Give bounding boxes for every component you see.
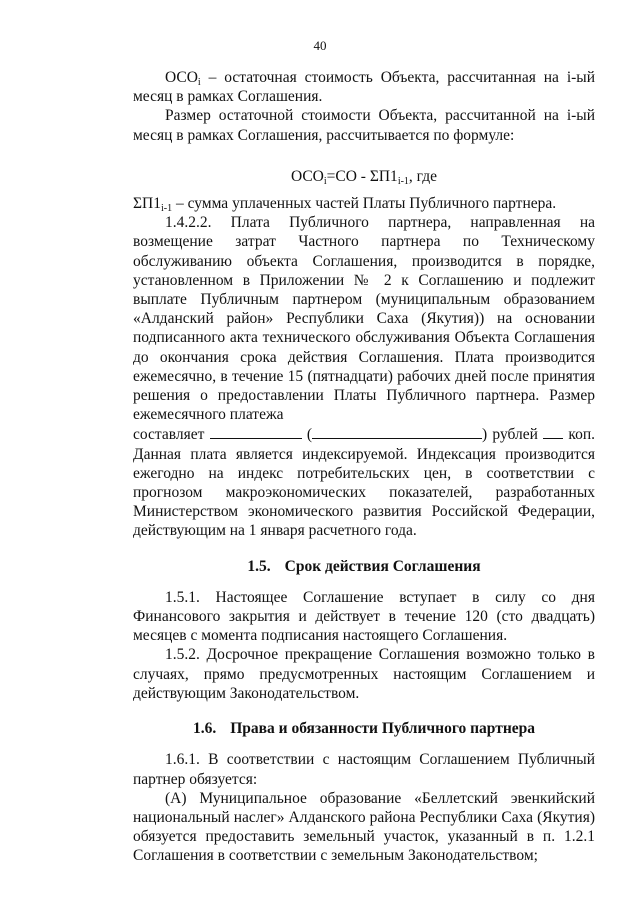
kopeck-blank bbox=[543, 424, 563, 439]
sum-symbol: ΣП1 bbox=[133, 195, 161, 213]
section-number: 1.5. bbox=[247, 557, 271, 575]
formula-lhs: ОСО bbox=[290, 167, 324, 185]
paragraph-1-6-1-a: (А) Муниципальное образование «Беллетский эвенкийский национальный наслег» Алданского района Республики Саха (Якутия) обязуется предоставить земельный участок, указанный в п. 1.2.1 Соглашения в соответствии с земельным Законодательством; bbox=[133, 789, 595, 865]
paragraph-indexation: Данная плата является индексируемой. Индексация производится ежегодно на индекс потребительских цен, в соответствии с прогнозом макроэкономических показателей, разработанных Министерством экономического развития Российской Федерации, действующим на 1 января расчетного года. bbox=[133, 445, 595, 540]
amount-blank bbox=[210, 424, 302, 439]
sum-subscript: i-1 bbox=[160, 203, 173, 215]
page-content bbox=[133, 68, 595, 866]
amount-open-paren: ( bbox=[306, 426, 313, 444]
paragraph-1-5-1: 1.5.1. Настоящее Соглашение вступает в силу со дня Финансового закрытия и действует в течение 120 (сто двадцать) месяцев с момента подписания настоящего Соглашения. bbox=[133, 588, 595, 645]
paragraph-oso-definition bbox=[133, 68, 595, 106]
oso-subscript: i bbox=[197, 77, 201, 88]
formula-tail: , где bbox=[408, 167, 438, 185]
paragraph-sum-definition bbox=[133, 194, 595, 213]
amount-words-blank bbox=[312, 424, 482, 439]
amount-rubles: ) рублей bbox=[482, 426, 538, 444]
paragraph-1-6-1: 1.6.1. В соответствии с настоящим Соглашением Публичный партнер обязуется: bbox=[133, 751, 595, 788]
formula-mid-subscript: i-1 bbox=[397, 175, 409, 187]
page-number: 40 bbox=[313, 38, 327, 53]
formula-lhs-subscript: i bbox=[323, 175, 327, 187]
section-title: Срок действия Соглашения bbox=[284, 557, 481, 575]
oso-symbol: ОСО bbox=[165, 69, 198, 86]
amount-label: составляет bbox=[133, 426, 205, 444]
amount-kopecks: коп. bbox=[568, 426, 596, 444]
section-heading-1-5 bbox=[133, 557, 595, 576]
section-heading-1-6 bbox=[133, 719, 595, 738]
paragraph-1-5-2: 1.5.2. Досрочное прекращение Соглашения возможно только в случаях, прямо предусмотренных настоящим Соглашением и действующим Законодательством. bbox=[133, 646, 595, 702]
paragraph-1-4-2-2: 1.4.2.2. Плата Публичного партнера, направленная на возмещение затрат Частного партнера по Техническому обслуживанию объекта Соглашения, производится в порядке, установленном в Приложении № 2 к Соглашению и подлежит выплате Публичным партнером (муниципальным образованием «Алданский район» Республики Саха (Якутия)) на основании подписанного акта технического обслуживания Объекта Соглашения до окончания срока действия Соглашения. Плата производится ежемесячно, в течение 15 (пятнадцати) рабочих дней после принятия решения о предоставлении Платы Публичного партнера. Размер ежемесячного платежа bbox=[133, 214, 595, 424]
paragraph-payment-amount bbox=[133, 424, 595, 444]
oso-definition-text: – остаточная стоимость Объекта, рассчитанная на i-ый месяц в рамках Соглашения. bbox=[133, 69, 595, 106]
section-title: Права и обязанности Публичного партнера bbox=[230, 720, 536, 738]
sum-definition-text: – сумма уплаченных частей Платы Публичного партнера. bbox=[172, 195, 557, 213]
section-number: 1.6. bbox=[192, 720, 217, 738]
formula-mid: =СО - ΣП1 bbox=[326, 167, 398, 185]
paragraph-residual-value: Размер остаточной стоимости Объекта, рассчитанной на i-ый месяц в рамках Соглашения, рассчитывается по формуле: bbox=[133, 107, 595, 144]
formula bbox=[133, 167, 595, 186]
